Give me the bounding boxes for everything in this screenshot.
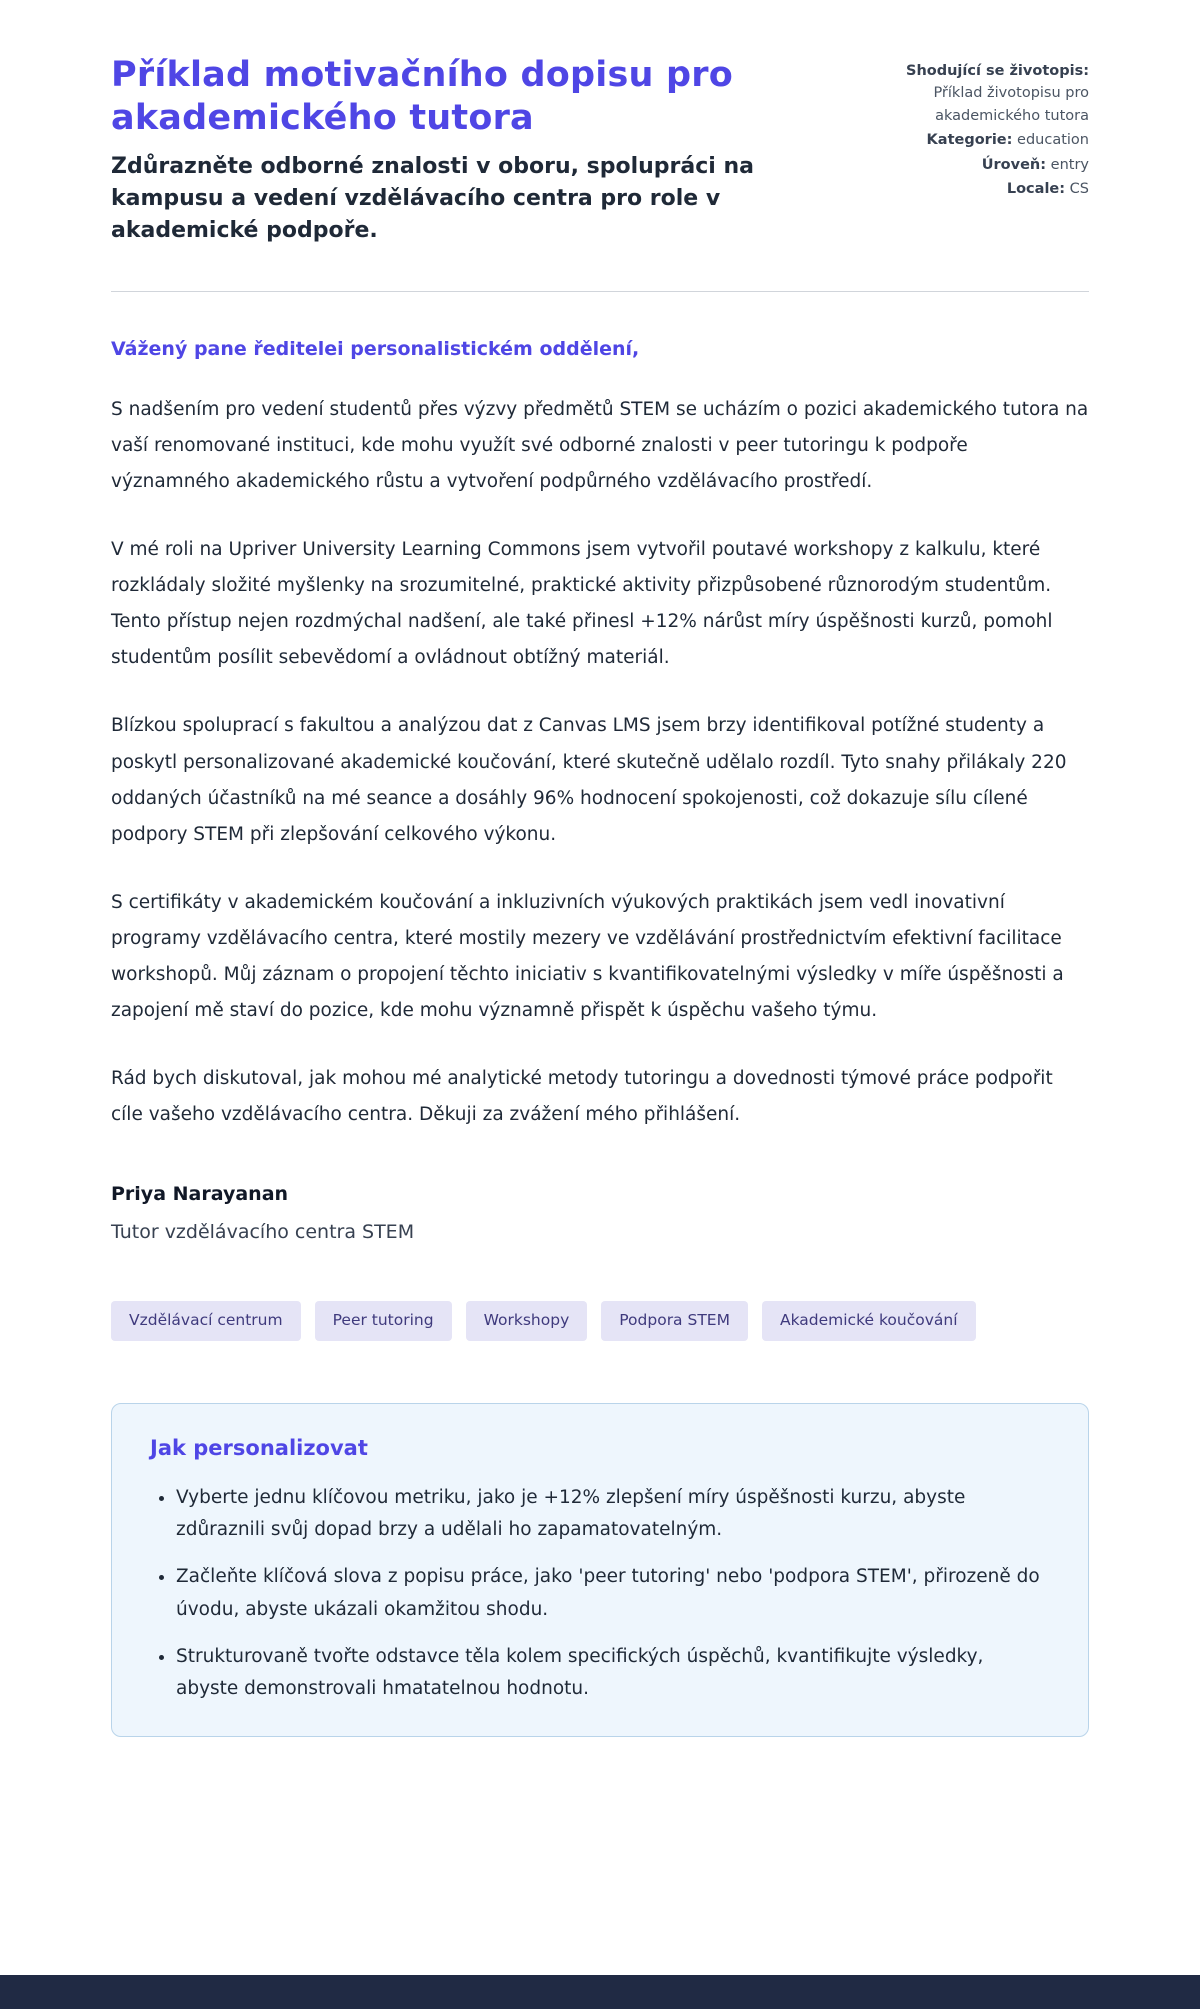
personalization-tips-box <box>111 1403 1089 1737</box>
content-area <box>111 0 1089 1975</box>
letter-paragraph: V mé roli na Upriver University Learning Commons jsem vytvořil poutavé workshopy z kalkulu, které rozkládaly složité myšlenky na srozumitelné, praktické aktivity přizpůsobené různorodým studentům. Tento přístup nejen rozdmýchal nadšení, ale také přinesl +12% nárůst míry úspěšnosti kurzů, pomohl studentům posílit sebevědomí a ovládnout obtížný materiál. <box>111 539 1053 669</box>
title-block <box>111 54 791 247</box>
signature-title: Tutor vzdělávacího centra STEM <box>111 1221 415 1244</box>
meta-category-value: education <box>1017 132 1089 149</box>
tag-chip-peer-tutoring[interactable]: Peer tutoring <box>315 1301 452 1341</box>
signature-block <box>111 1183 1089 1243</box>
tag-chip-akademicke-koucovani[interactable]: Akademické koučování <box>762 1301 976 1341</box>
meta-locale-label: Locale: <box>1006 181 1066 198</box>
tag-list <box>111 1301 1089 1341</box>
letter-paragraph: S nadšením pro vedení studentů přes výzvy předmětů STEM se ucházím o pozici akademického tutora na vaší renomované instituci, kde mohu využít své odborné znalosti v peer tutoringu k podpoře významného akademického růstu a vytvoření podpůrného vzdělávacího prostředí. <box>111 399 1089 493</box>
page-title: Příklad motivačního dopisu pro akademického tutora <box>111 55 733 138</box>
meta-matching-resume <box>839 60 1089 127</box>
meta-panel <box>839 54 1089 201</box>
footer-bar <box>0 1975 1200 2009</box>
letter-paragraph: Blízkou spoluprací s fakultou a analýzou dat z Canvas LMS jsem brzy identifikoval potížné studenty a poskytl personalizované akademické koučování, které skutečně udělalo rozdíl. Tyto snahy přilákaly 220 oddaných účastníků na mé seance a dosáhly 96% hodnocení spokojenosti, což dokazuje sílu cílené podpory STEM při zlepšování celkového výkonu. <box>111 715 1067 845</box>
meta-level-value: entry <box>1050 156 1089 173</box>
tip-item: • Začleňte klíčová slova z popisu práce, jako 'peer tutoring' nebo 'podpora STEM', přirozeně do úvodu, abyste ukázali okamžitou shodu. <box>176 1561 1050 1626</box>
letter-paragraph: S certifikáty v akademickém koučování a inkluzivních výukových praktikách jsem vedl inovativní programy vzdělávacího centra, které mostily mezery ve vzdělávání prostřednictvím efektivní facilitace workshopů. Můj záznam o propojení těchto iniciativ s kvantifikovatelnými výsledky v míře úspěšnosti a zapojení mě staví do pozice, kde mohu významně přispět k úspěchu vašeho týmu. <box>111 891 1064 1021</box>
meta-resume-label: Shodující se životopis: <box>906 63 1089 79</box>
letter-greeting: Vážený pane ředitelei personalistickém oddělení, <box>111 338 640 361</box>
header-divider <box>111 291 1089 292</box>
meta-level-label: Úroveň: <box>981 156 1047 173</box>
meta-locale-value: CS <box>1069 181 1089 198</box>
signature-name: Priya Narayanan <box>111 1183 289 1206</box>
tip-item: • Strukturovaně tvořte odstavce těla kolem specifických úspěchů, kvantifikujte výsledky, abyste demonstrovali hmatatelnou hodnotu. <box>176 1641 1050 1706</box>
meta-resume-value: Příklad životopisu pro akademického tutora <box>933 85 1089 124</box>
tag-chip-workshopy[interactable]: Workshopy <box>466 1301 588 1341</box>
tag-chip-podpora-stem[interactable]: Podpora STEM <box>601 1301 748 1341</box>
tips-list <box>150 1482 1050 1706</box>
tip-item: • Vyberte jednu klíčovou metriku, jako je +12% zlepšení míry úspěšnosti kurzu, abyste zdůraznili svůj dopad brzy a udělali ho zapamatovatelným. <box>176 1482 1050 1547</box>
page-subtitle: Zdůrazněte odborné znalosti v oboru, spolupráci na kampusu a vedení vzdělávacího centra pro role v akademické podpoře. <box>111 154 754 244</box>
cover-letter-body <box>111 338 1089 1243</box>
meta-level <box>839 154 1089 176</box>
tips-heading: Jak personalizovat <box>150 1435 368 1460</box>
meta-category <box>839 129 1089 151</box>
meta-locale <box>839 178 1089 200</box>
header <box>111 54 1089 247</box>
meta-category-label: Kategorie: <box>926 132 1013 149</box>
letter-paragraph: Rád bych diskutoval, jak mohou mé analytické metody tutoringu a dovednosti týmové práce podpořit cíle vašeho vzdělávacího centra. Děkuji za zvážení mého přihlášení. <box>111 1067 1053 1126</box>
tag-chip-vzdelavaci-centrum[interactable]: Vzdělávací centrum <box>111 1301 301 1341</box>
